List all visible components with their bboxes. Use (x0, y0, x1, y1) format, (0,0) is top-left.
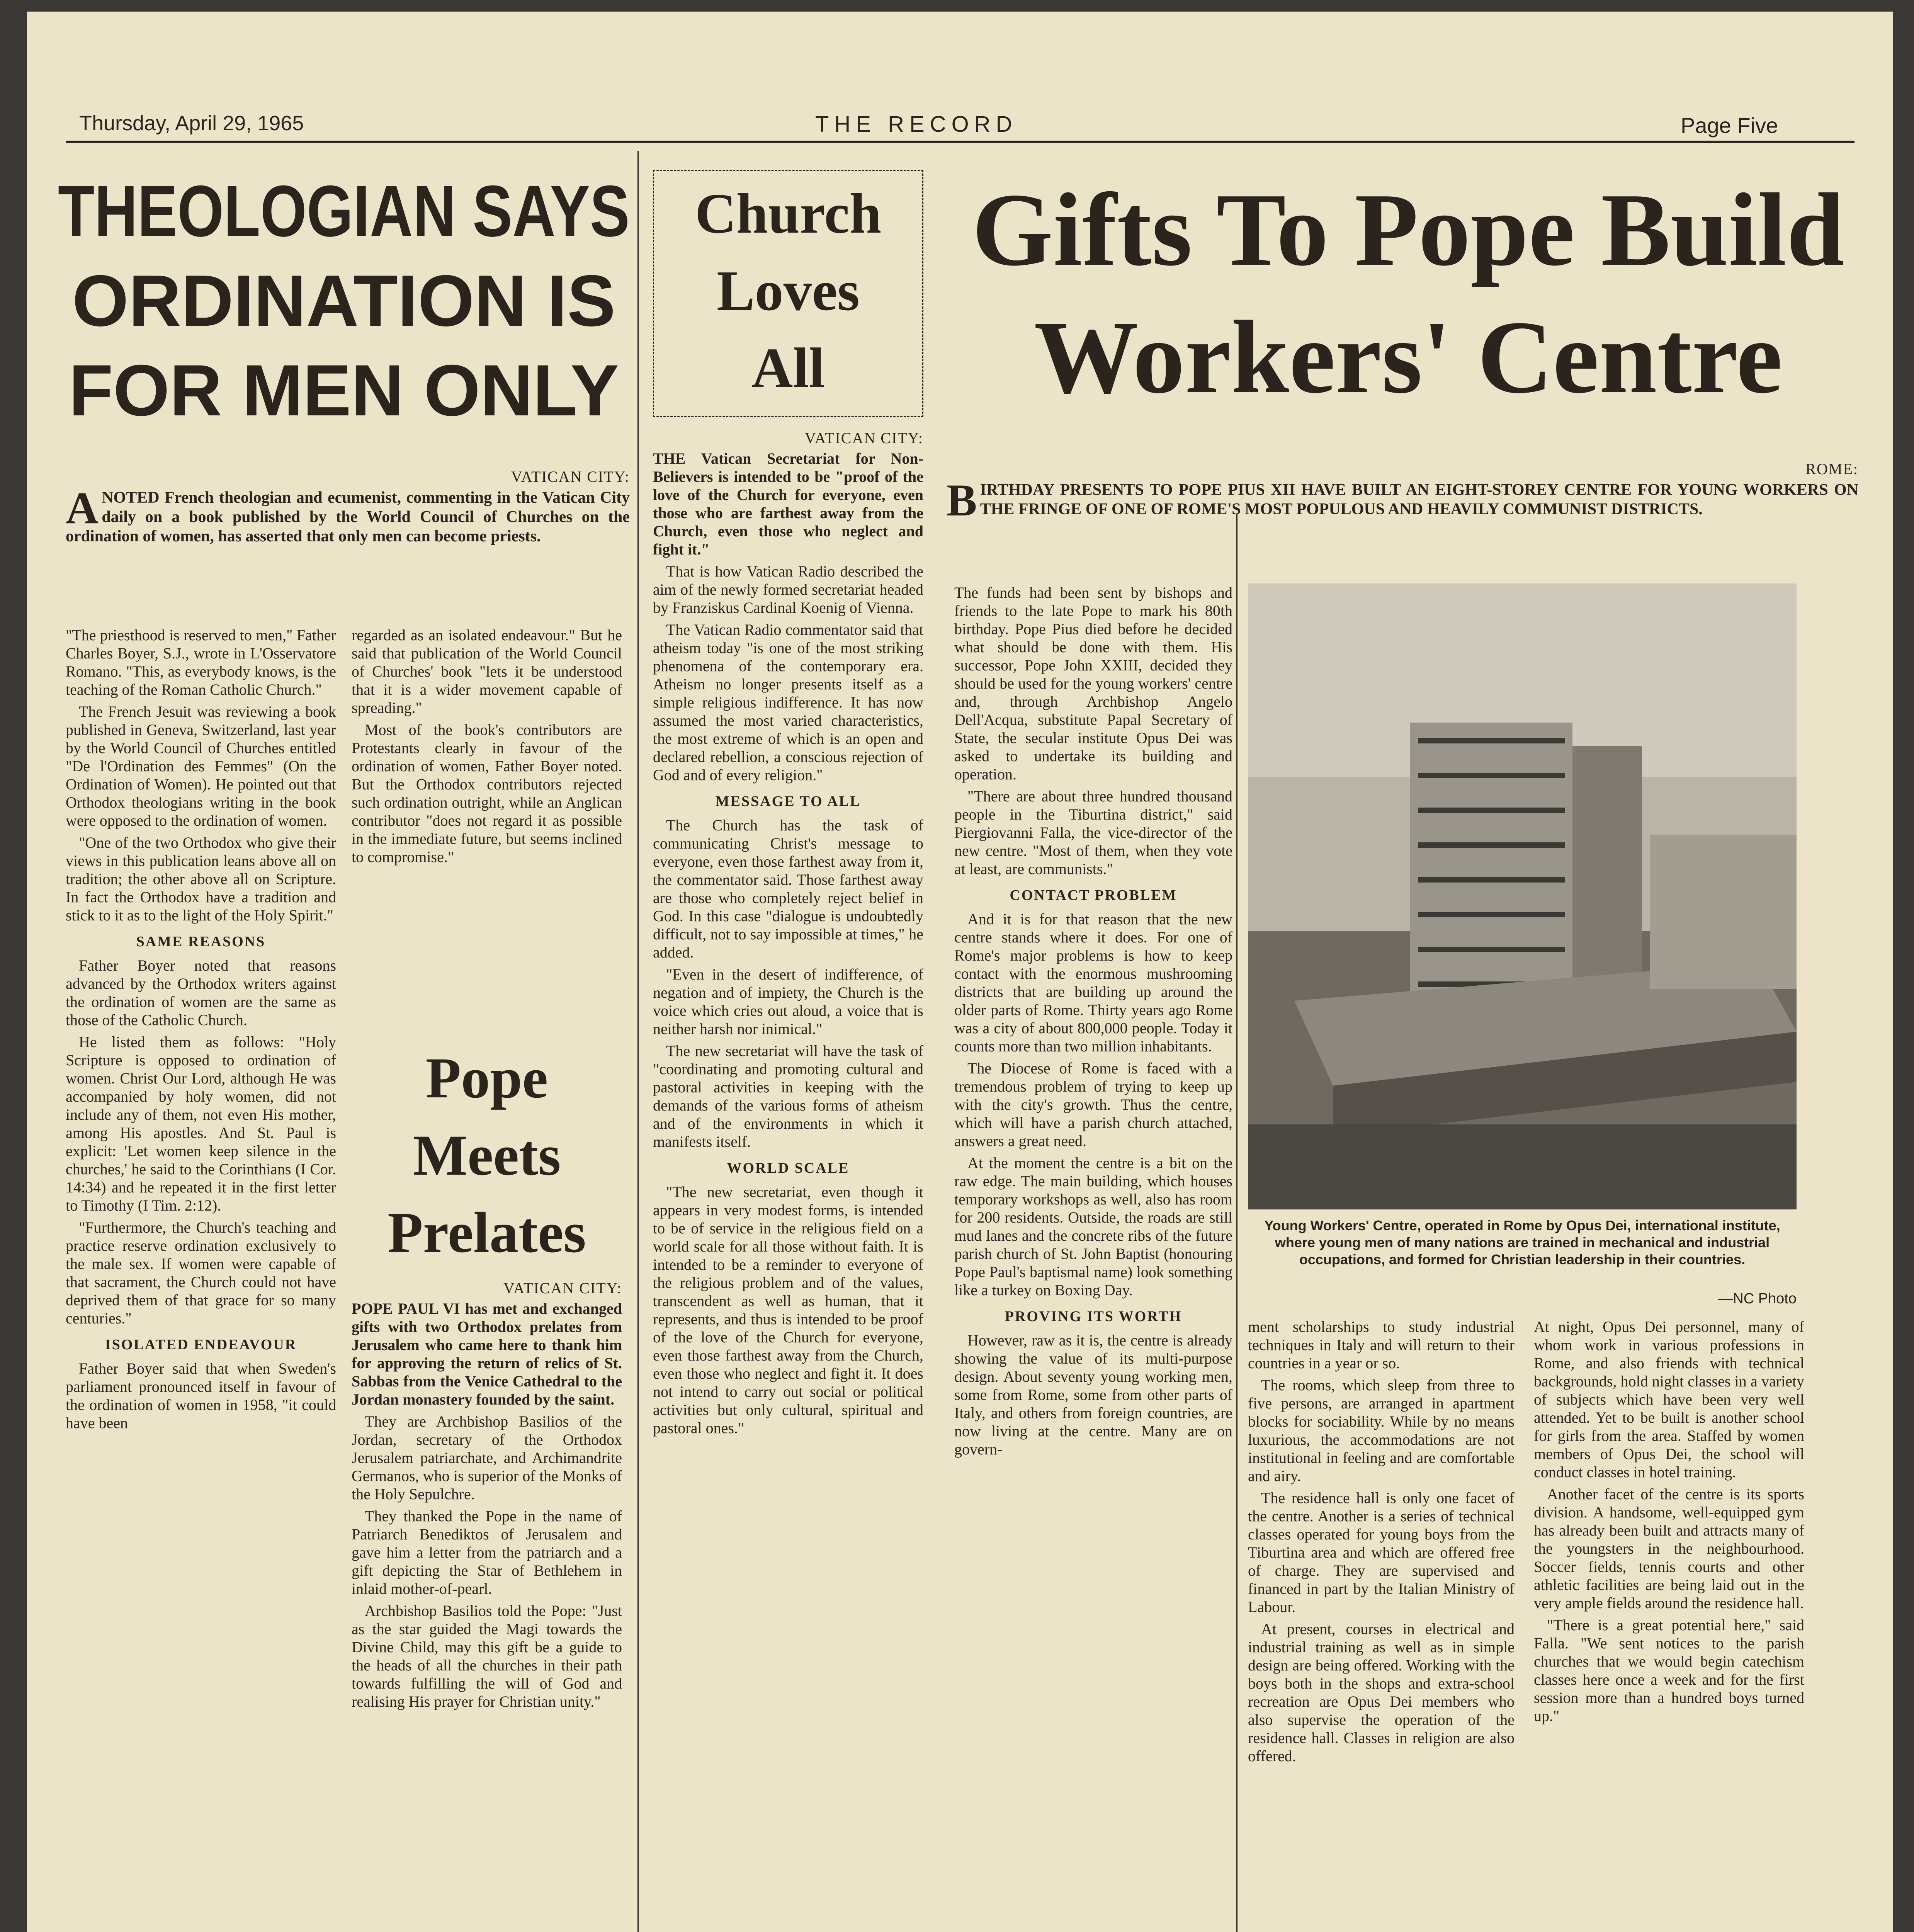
subheading: WORLD SCALE (727, 1160, 850, 1176)
theologian-lead: ANOTED French theologian and ecumenist, commenting in the Vatican City daily on a book published by the World Council of Churches on the ordination of women, has asserted that only men can become priests. (66, 483, 630, 545)
gifts-headline: Gifts To Pope Build Workers' Centre (972, 172, 1845, 415)
workers-centre-photo (1248, 583, 1797, 1209)
photo-credit: —NC Photo (1718, 1291, 1797, 1307)
pope-body: VATICAN CITY: POPE PAUL VI has met and exchanged gifts with two Orthodox prelates from Jerusalem who came here to thank him for approving the return of relics of St. Sabbas from the Venice Cathedral to the Jordan monastery founded by the saint. They are Archbishop Basilios of the Jordan, secretary of the Orthodox Jerusalem patriarchate, and Archimandrite Germanos, who is superior of the Monks of the Holy Sepulchre. They thanked the Pope in the name of Patriarch Benediktos of Jerusalem and gave him a letter from the patriarch and a gift depicting the Star of Bethlehem in inlaid mother-of-pearl. Archbishop Basilios told the Pope: "Just as the star guided the Magi towards the Divine Child, may this gift be a guide to the heads of all the churches in their path towards fulfilling the will of God and realising His prayer for Christian unity." (352, 1279, 622, 1710)
dateline: VATICAN CITY: (511, 468, 630, 485)
gifts-col-1: The funds had been sent by bishops and friends to the late Pope to mark his 80th birthday. Pope Pius died before he decided what should be done with them. His successor, Pope John XXIII, decided they should be used for the young workers' centre and, through Archbishop Angelo Dell'Acqua, substitute Papal Secretary of State, the secular institute Opus Dei was asked to undertake its building and operation. "There are about three hundred thousand people in the Tiburtina district," said Piergiovanni Falla, the vice-director of the new centre. "Most of them, when they vote at least, are communists." CONTACT PROBLEM And it is for that reason that the new centre stands where it does. For one of Rome's major problems is how to keep contact with the enormous mushrooming districts that are building up around the older parts of Rome. Thirty years ago Rome was a city of about 800,000 people. Today it counts more than two million inhabitants. The Diocese of Rome is faced with a tremendous problem of trying to keep up with the city's growth. Thus the centre, which will have a parish church attached, answers a great need. At the moment the centre is a bit on the raw edge. The main building, which houses temporary workshops as well, also has room for 200 residents. Outside, the roads are still mud lanes and the concrete ribs of the future parish church of St. John Baptist (honouring Pope Paul's baptismal name) look something like a turkey on Boxing Day. PROVING ITS WORTH However, raw as it is, the centre is already showing the value of its multi-purpose design. About seventy young working men, some from Rome, some from other parts of Italy, and others from foreign countries, are now living at the centre. Many are on govern- (954, 584, 1232, 1458)
subheading: SAME REASONS (136, 934, 266, 950)
drop-cap: B (947, 475, 977, 526)
subheading: MESSAGE TO ALL (715, 793, 861, 810)
column-divider (637, 151, 639, 1932)
church-body: VATICAN CITY: THE Vatican Secretariat for Non-Believers is intended to be "proof of the love of the Church for everyone, even those who are farthest away from the Church, even those who neglect and fight it." That is how Vatican Radio described the aim of the newly formed secretariat headed by Franziskus Cardinal Koenig of Vienna. The Vatican Radio commentator said that atheism today "is one of the most striking phenomena of the contemporary era. Atheism no longer presents itself as a simple religious indifference. It has now assumed the most varied characteristics, the most extreme of which is an open and declared rebellion, a conscious rejection of God and of every religion." MESSAGE TO ALL The Church has the task of communicating Christ's message to everyone, even those farthest away from it, the commentator said. Those farthest away are those who completely reject belief in God. In this case "dialogue is undoubtedly difficult, not to say impossible at times," he added. "Even in the desert of indifference, of negation and of impiety, the Church is the voice which cries out aloud, a voice that is neither harsh nor inimical." The new secretariat will have the task of "coordinating and promoting cultural and pastoral activities in keeping with the demands of the various forms of atheism and of the environments in which it manifests itself. WORLD SCALE "The new secretariat, even though it appears in very modest forms, is intended to be of service in the religious field on a world scale for all those without faith. It is intended to be a reminder to everyone of the religious problem and of the values, transcendent as well as human, that it represents, and thus is intended to be proof of the love of the Church for everyone, even those farthest away from the Church, even those who neglect and fight it. It does not intend to carry out social or political activities but only cultural, spiritual and pastoral ones." (653, 429, 923, 1437)
page-number: Page Five (1681, 113, 1778, 138)
dateline: ROME: (1805, 460, 1858, 478)
theologian-body (66, 468, 630, 546)
subheading: CONTACT PROBLEM (1010, 887, 1177, 903)
gifts-col-3: At night, Opus Dei personnel, many of whom work in various professions in Rome, and also friends with technical backgrounds, hold night classes in a variety of subjects which have been very well attended. Yet to be built is another school for girls from the area. Staffed by women members of Opus Dei, the school will conduct classes in hotel training. Another facet of the centre is its sports division. A handsome, well-equipped gym has already been built and attracts many of the youngsters in the neighbourhood. Soccer fields, tennis courts and other athletic facilities are being laid out in the very ample fields around the residence hall. "There is a great potential here," said Falla. "We sent notices to the parish churches that we would begin catechism classes here once a week and for the first session more than a hundred boys turned up." (1534, 1318, 1804, 1725)
photo-caption: Young Workers' Centre, operated in Rome by Opus Dei, international institute, where young men of many nations are trained in mechanical and industrial occupations, and formed for Christian leadership in their countries. (1264, 1218, 1780, 1267)
paper-name: THE RECORD (815, 112, 1018, 137)
building-illustration (1248, 583, 1797, 1209)
dateline: VATICAN CITY: (804, 429, 923, 447)
theologian-headline: THEOLOGIAN SAYS ORDINATION IS FOR MEN ONLY (58, 170, 630, 431)
newspaper-page (27, 12, 1893, 1932)
issue-date: Thursday, April 29, 1965 (79, 112, 304, 135)
drop-cap: A (66, 483, 99, 533)
theologian-col-2: regarded as an isolated endeavour." But he said that publication of the World Council of Churches' book "lets it be understood that it is a wider movement capable of spreading." Most of the book's contributors are Protestants clearly in favour of the ordination of women, Father Boyer noted. But the Orthodox contributors rejected such ordination outright, while an Anglican contributor "does not regard it as possible in the immediate future, but seems inclined to compromise." (352, 626, 622, 866)
subheading: PROVING ITS WORTH (1005, 1308, 1182, 1325)
gifts-intro: ROME: BIRTHDAY PRESENTS TO POPE PIUS XII HAVE BUILT AN EIGHT-STOREY CENTRE FOR YOUNG WORKERS ON THE FRINGE OF ONE OF ROME'S MOST POPULOUS AND HEAVILY COMMUNIST DISTRICTS. (947, 460, 1858, 526)
pope-headline: Pope Meets Prelates (388, 1046, 586, 1265)
church-headline-box: Church Loves All (653, 170, 923, 417)
column-divider (1236, 514, 1237, 1932)
theologian-col-1: "The priesthood is reserved to men," Father Charles Boyer, S.J., wrote in L'Osservatore Romano. "This, as everybody knows, is the teaching of the Roman Catholic Church." The French Jesuit was reviewing a book published in Geneva, Switzerland, last year by the World Council of Churches entitled "De l'Ordination des Femmes" (On the Ordination of Women). He pointed out that Orthodox theologians writing in the book were opposed to the ordination of women. "One of the two Orthodox who give their views in this publication leans above all on tradition; the other above all on Scripture. In fact the Orthodox have a tradition and stick to it as to the light of the Holy Spirit." SAME REASONS Father Boyer noted that reasons advanced by the Orthodox writers against the ordination of women are the same as those of the Catholic Church. He listed them as follows: "Holy Scripture is opposed to ordination of women. Christ Our Lord, although He was accompanied by holy women, did not include any of them, not even His mother, among His apostles. And St. Paul is explicit: 'Let women keep silence in the churches,' he said to the Corinthians (I Cor. 14:34) and he repeated it in the first letter to Timothy (I Tim. 2:12). "Furthermore, the Church's teaching and practice reserve ordination exclusively to the male sex. If women were capable of that sacrament, the Church could not have deprived them of that grace for so many centuries." ISOLATED ENDEAVOUR Father Boyer said that when Sweden's parliament pronounced itself in favour of the ordination of women in 1958, "it could have been (66, 626, 336, 1432)
masthead-rule (66, 141, 1855, 143)
subheading: ISOLATED ENDEAVOUR (105, 1337, 297, 1353)
dateline: VATICAN CITY: (503, 1279, 622, 1297)
gifts-col-2: ment scholarships to study industrial techniques in Italy and will return to their countries in a year or so. The rooms, which sleep from three to five persons, are arranged in apartment blocks for sociability. While by no means luxurious, the accommodations are not institutional in feeling and are comfortable and airy. The residence hall is only one facet of the centre. Another is a series of technical classes operated for young boys from the Tiburtina area and which are offered free of charge. They are supervised and financed in part by the Italian Ministry of Labour. At present, courses in electrical and industrial training as well as in simple design are being offered. Working with the boys both in the shops and extra-school recreation are Opus Dei members who also supervise the operation of the residence hall. Classes in religion are also offered. (1248, 1318, 1515, 1765)
